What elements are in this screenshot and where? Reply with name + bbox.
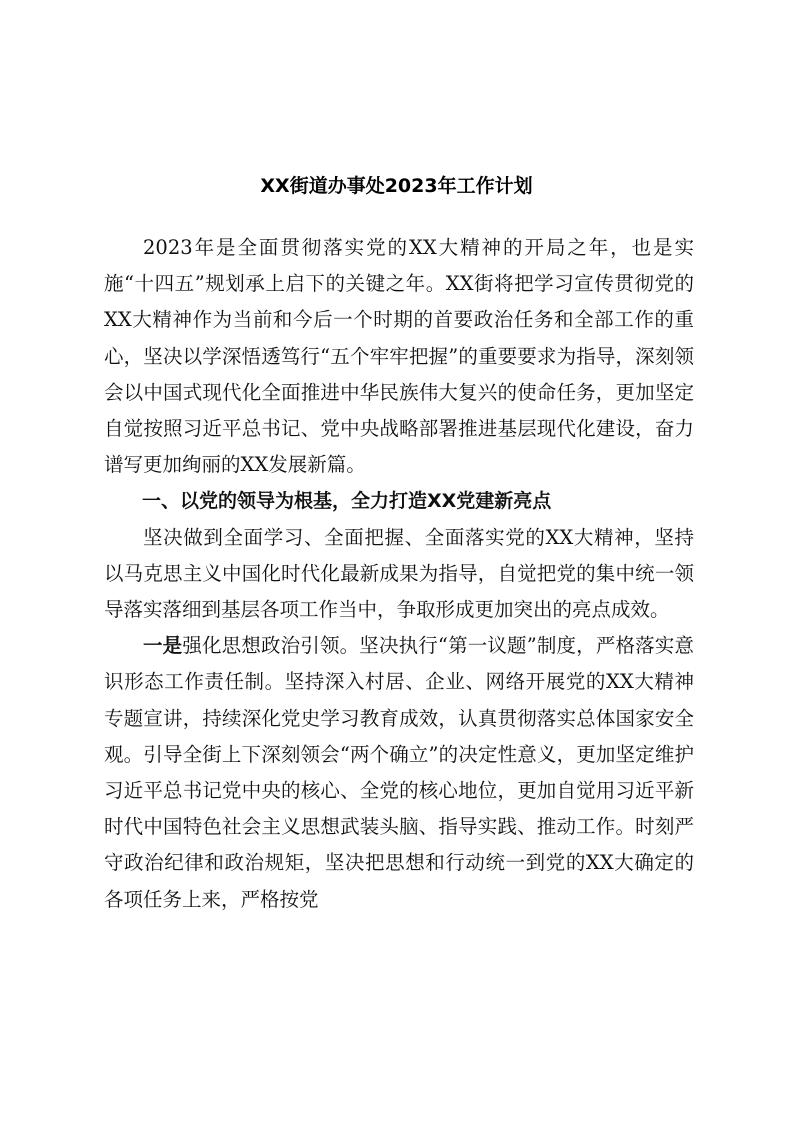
document-body	[104, 230, 694, 918]
section-heading: 一、以党的领导为根基，全力打造XX党建新亮点	[142, 490, 552, 513]
item-lead: 一是	[143, 634, 183, 658]
section-paragraph: 坚决做到全面学习、全面把握、全面落实党的XX大精神，坚持以马克思主义中国化时代化最新成果为指导，自觉把党的集中统一领导落实落细到基层各项工作当中，争取形成更加突出的亮点成效。	[104, 525, 694, 622]
intro-paragraph: 2023年是全面贯彻落实党的XX大精神的开局之年，也是实施“十四五”规划承上启下的关键之年。XX街将把学习宣传贯彻党的XX大精神作为当前和今后一个时期的首要政治任务和全部工作的重心，坚决以学深悟透笃行“五个牢牢把握”的重要要求为指导，深刻领会以中国式现代化全面推进中华民族伟大复兴的使命任务，更加坚定自觉按照习近平总书记、党中央战略部署推进基层现代化建设，奋力谱写更加绚丽的XX发展新篇。	[104, 236, 694, 477]
document-title: XX街道办事处2023年工作计划	[260, 175, 533, 197]
item-paragraph	[104, 628, 694, 918]
item-text: 强化思想政治引领。坚决执行“第一议题”制度，严格落实意识形态工作责任制。坚持深入村居、企业、网络开展党的XX大精神专题宣讲，持续深化党史学习教育成效，认真贯彻落实总体国家安全观。引导全街上下深刻领会“两个确立”的决定性意义，更加坚定维护习近平总书记党中央的核心、全党的核心地位，更加自觉用习近平新时代中国特色社会主义思想武装头脑、指导实践、推动工作。时刻严守政治纪律和政治规矩，坚决把思想和行动统一到党的XX大确定的各项任务上来，严格按党	[104, 634, 694, 911]
